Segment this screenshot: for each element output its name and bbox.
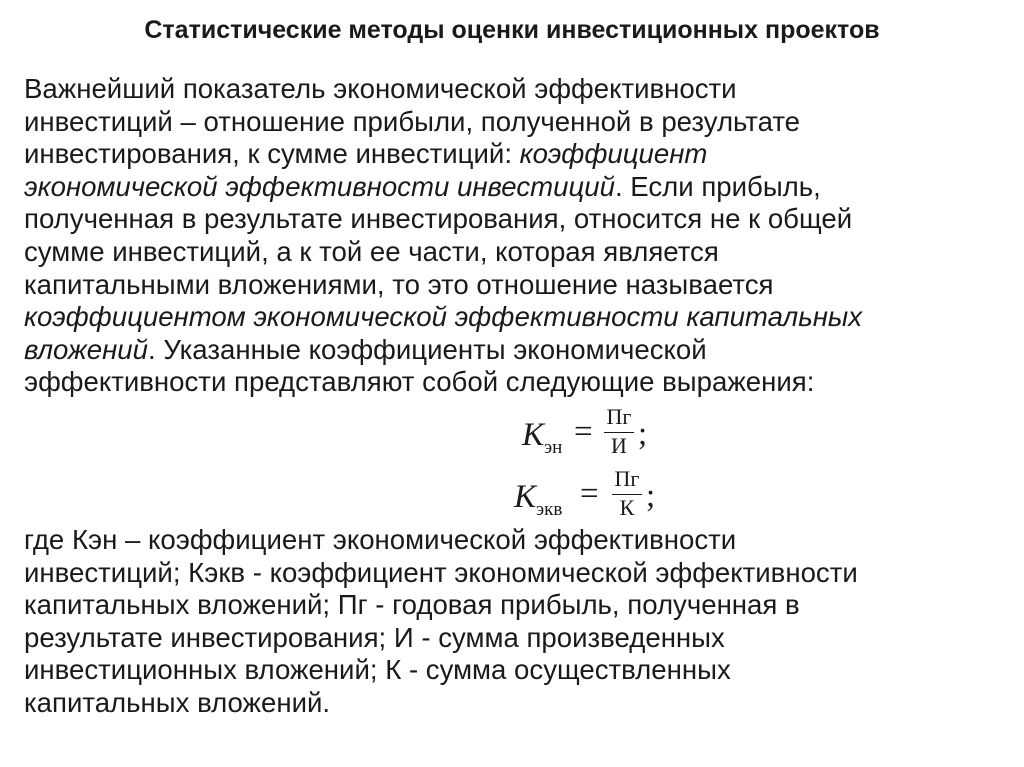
fraction [602,406,636,460]
formula-terminator: ; [638,416,648,452]
text-line: полученная в результате инвестирования, относится не к общей [24,203,853,235]
italic-term: коэффициент [519,138,708,170]
text-line [24,301,1014,334]
formula-subscript: эн [544,437,563,458]
text-line: инвестиций – отношение прибыли, полученной в результате [24,105,801,137]
italic-term: коэффициентом экономической эффективности капитальных [24,301,862,333]
equals-sign: = [580,476,599,512]
text-line: капитальных вложений. [24,686,331,718]
formula-block [500,398,720,524]
text-line: эффективности представляют собой следующие выражения: [24,366,815,398]
text-line: результате инвестирования; И - сумма произведенных [24,621,725,653]
text-line: Важнейший показатель экономической эффективности [24,73,737,104]
text-line: капитальных вложений; Пг - годовая прибыль, полученная в [24,589,800,621]
italic-term: вложений [24,333,148,365]
legend-paragraph [24,524,1014,720]
text-line [24,171,1014,204]
text-segment: . Если прибыль, [614,170,821,202]
equals-sign: = [574,414,593,450]
fraction-numerator: Пг [614,466,640,491]
text-line: сумме инвестиций, а к той ее части, которая является [24,235,719,267]
fraction-numerator: Пг [606,404,632,429]
formula-terminator: ; [646,478,656,514]
formula-symbol: К [514,479,536,515]
slide-title: Статистические методы оценки инвестиционных проектов [144,16,880,44]
text-segment: инвестирования, к сумме инвестиций: [24,138,520,170]
fraction-denominator: И [611,433,627,458]
formula-symbol: К [522,417,544,453]
text-line: инвестиций; Кэкв - коэффициент экономической эффективности [24,556,858,588]
italic-term: экономической эффективности инвестиций [24,170,615,202]
text-line: где Кэн – коэффициент экономической эффективности [24,524,737,555]
formula-subscript: экв [536,499,563,520]
text-line: капитальными вложениями, то это отношение называется [24,268,774,300]
fraction [610,468,644,522]
text-line: инвестиционных вложений; К - сумма осуществленных [24,654,731,686]
fraction-denominator: К [619,495,635,520]
text-line [24,334,1014,367]
text-segment: . Указанные коэффициенты экономической [148,333,707,365]
intro-paragraph [24,73,1014,399]
text-line [24,138,1014,171]
